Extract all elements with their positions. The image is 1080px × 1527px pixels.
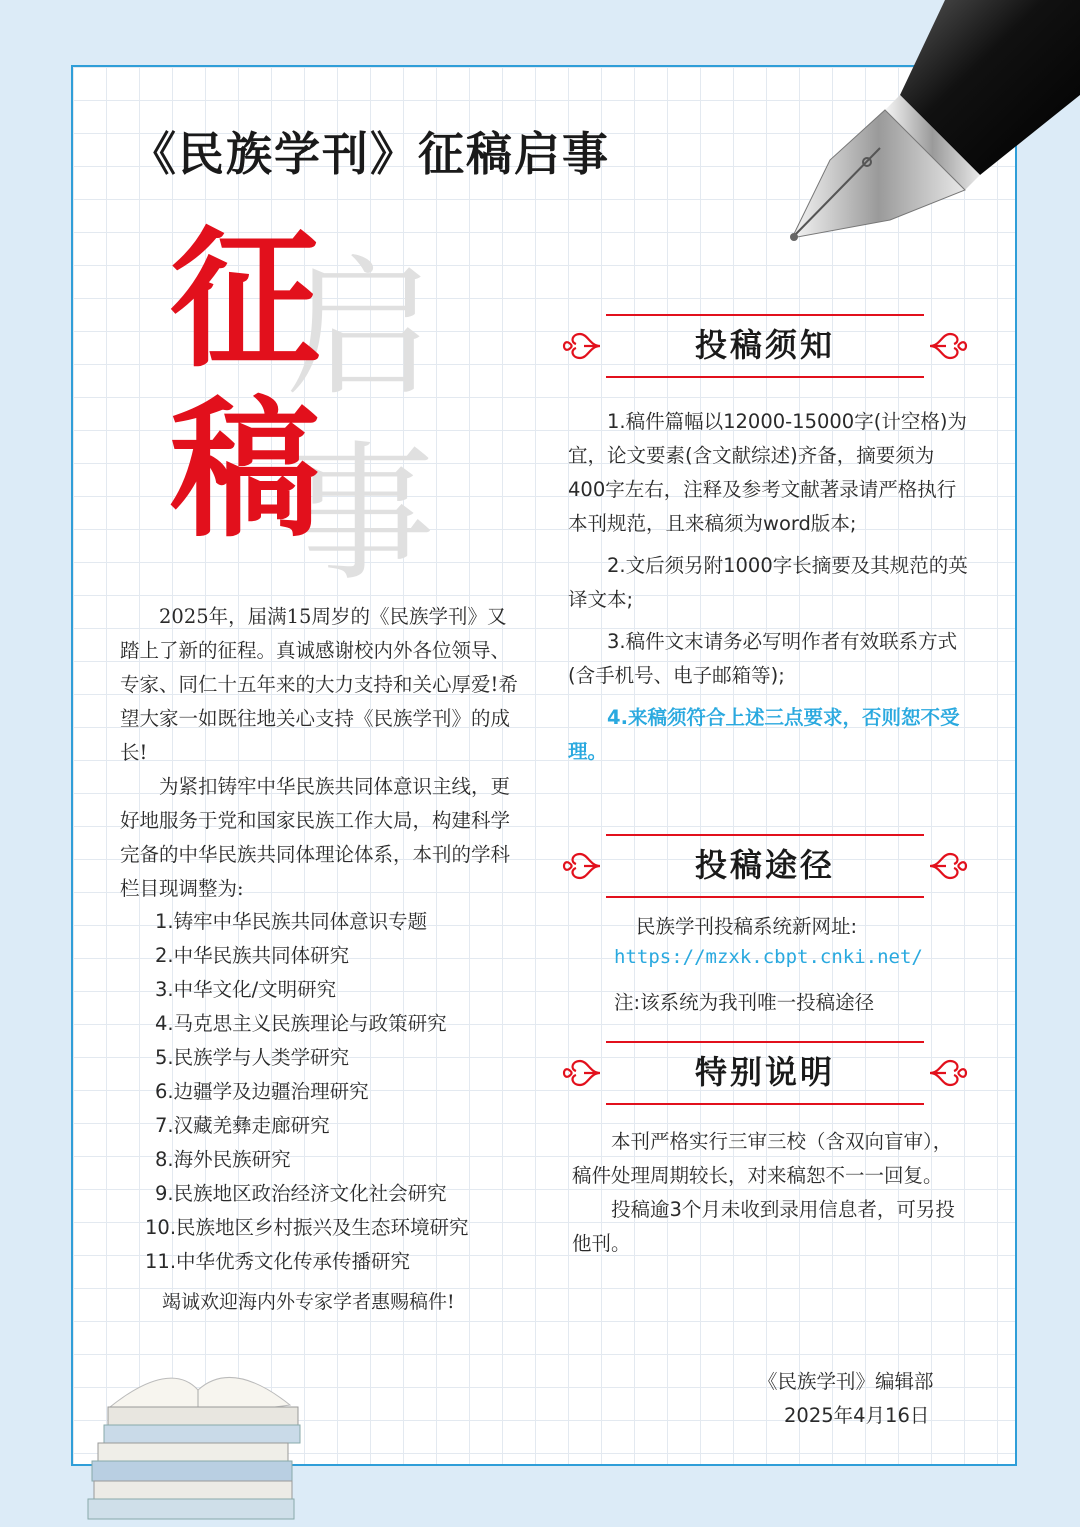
fountain-pen-icon xyxy=(770,0,1080,250)
column-item: 1.铸牢中华民族共同体意识专题 xyxy=(155,910,428,933)
big-char-gao: 稿 xyxy=(170,382,321,558)
notice-item: 1.稿件篇幅以12000-15000字(计空格)为宜，论文要素(含文献综述)齐备，摘要须为400字左右，注释及参考文献著录请严格执行本刊规范，且来稿须为word版本; xyxy=(568,410,967,535)
intro-text xyxy=(120,600,520,906)
book-stack-icon xyxy=(80,1335,330,1527)
column-item: 10.民族地区乡村振兴及生态环境研究 xyxy=(145,1216,469,1239)
column-item: 5.民族学与人类学研究 xyxy=(155,1046,350,1069)
column-item: 4.马克思主义民族理论与政策研究 xyxy=(155,1012,447,1035)
special-notes xyxy=(572,1125,968,1269)
big-char-zheng: 征 xyxy=(170,212,321,388)
section-title: 特别说明 xyxy=(694,1053,835,1091)
section-header-special xyxy=(560,1037,970,1109)
notice-item-warning: 4.来稿须符合上述三点要求，否则恕不受理。 xyxy=(568,706,960,763)
big-char-qi: 启 xyxy=(285,243,436,417)
column-item: 3.中华文化/文明研究 xyxy=(155,978,337,1001)
column-list xyxy=(145,905,469,1279)
column-item: 9.民族地区政治经济文化社会研究 xyxy=(155,1182,447,1205)
notice-list xyxy=(568,405,968,777)
section-title: 投稿须知 xyxy=(694,326,835,364)
page-title: 《民族学刊》征稿启事 xyxy=(130,127,610,181)
channel-label: 民族学刊投稿系统新网址: xyxy=(636,915,858,938)
intro-paragraph: 为紧扣铸牢中华民族共同体意识主线，更好地服务于党和国家民族工作大局，构建科学完备的中华民族共同体理论体系，本刊的学科栏目现调整为: xyxy=(120,775,511,900)
signature-org: 《民族学刊》编辑部 xyxy=(758,1370,934,1393)
closing-line: 竭诚欢迎海内外专家学者惠赐稿件! xyxy=(162,1291,455,1313)
signature-date: 2025年4月16日 xyxy=(784,1404,930,1427)
section-header-channel xyxy=(560,830,970,902)
submission-url-link[interactable]: https://mzxk.cbpt.cnki.net/ xyxy=(614,946,923,968)
special-paragraph: 投稿逾3个月未收到录用信息者，可另投他刊。 xyxy=(572,1198,955,1255)
channel-note: 注:该系统为我刊唯一投稿途径 xyxy=(614,991,875,1014)
column-item: 6.边疆学及边疆治理研究 xyxy=(155,1080,369,1103)
section-header-notice xyxy=(560,310,970,382)
notice-item: 3.稿件文末请务必写明作者有效联系方式(含手机号、电子邮箱等); xyxy=(568,630,958,687)
column-item: 2.中华民族共同体研究 xyxy=(155,944,350,967)
section-title: 投稿途径 xyxy=(694,846,835,884)
notice-item: 2.文后须另附1000字长摘要及其规范的英译文本; xyxy=(568,554,968,611)
intro-paragraph: 2025年，届满15周岁的《民族学刊》又踏上了新的征程。真诚感谢校内外各位领导、专家、同仁十五年来的大力支持和关心厚爱!希望大家一如既往地关心支持《民族学刊》的成长! xyxy=(120,605,518,764)
special-paragraph: 本刊严格实行三审三校（含双向盲审），稿件处理周期较长，对来稿恕不一一回复。 xyxy=(572,1130,953,1187)
column-item: 8.海外民族研究 xyxy=(155,1148,291,1171)
column-item: 11.中华优秀文化传承传播研究 xyxy=(145,1250,411,1273)
column-item: 7.汉藏羌彝走廊研究 xyxy=(155,1114,330,1137)
big-char-shi: 事 xyxy=(285,428,436,602)
